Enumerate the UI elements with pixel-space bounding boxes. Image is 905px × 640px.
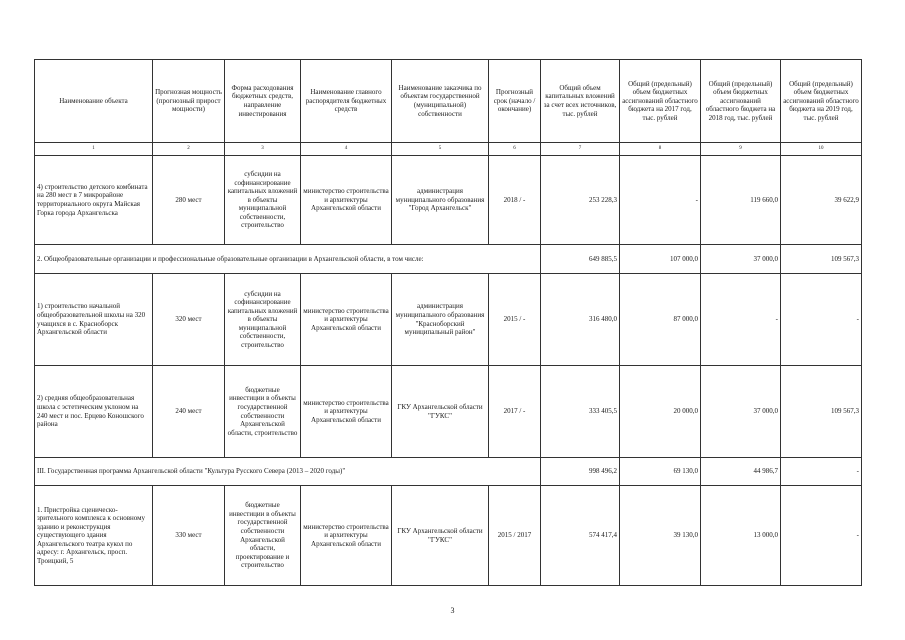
- customer: администрация муниципального образования "Красноборский муниципальный район": [392, 274, 489, 366]
- amount-2018: 13 000,0: [701, 486, 781, 586]
- section-title: III. Государственная программа Архангельской области "Культура Русского Севера (2013 – 2020 годы)": [35, 458, 541, 486]
- distributor: министерство строительства и архитектуры Архангельской области: [301, 366, 392, 458]
- amount-2019: -: [781, 486, 862, 586]
- investment-table: [34, 59, 862, 586]
- term: 2018 / -: [489, 156, 541, 245]
- term: 2015 / -: [489, 274, 541, 366]
- header-distributor: Наименование главного распорядителя бюджетных средств: [301, 60, 392, 143]
- column-number: 6: [489, 143, 541, 156]
- header-capacity: Прогнозная мощность (прогнозный прирост мощности): [153, 60, 225, 143]
- customer: ГКУ Архангельской области "ГУКС": [392, 486, 489, 586]
- amount-2017: -: [620, 156, 701, 245]
- page-number: 3: [450, 606, 455, 615]
- customer: администрация муниципального образования "Город Архангельск": [392, 156, 489, 245]
- column-number: 5: [392, 143, 489, 156]
- capacity: 320 мест: [153, 274, 225, 366]
- capacity: 280 мест: [153, 156, 225, 245]
- total-amount: 333 405,5: [541, 366, 620, 458]
- term: 2017 / -: [489, 366, 541, 458]
- column-number: 1: [35, 143, 153, 156]
- header-row: [35, 60, 862, 143]
- amount-2018: 119 660,0: [701, 156, 781, 245]
- amount-2017: 107 000,0: [620, 245, 701, 274]
- amount-2017: 20 000,0: [620, 366, 701, 458]
- column-number: 9: [701, 143, 781, 156]
- amount-2017: 69 130,0: [620, 458, 701, 486]
- amount-2019: 109 567,3: [781, 245, 862, 274]
- table-row: [35, 486, 862, 586]
- header-customer: Наименование заказчика по объектам государственной (муниципальной) собственности: [392, 60, 489, 143]
- amount-2017: 87 000,0: [620, 274, 701, 366]
- spending-form: бюджетные инвестиции в объекты государственной собственности Архангельской области, строительство: [225, 366, 301, 458]
- term: 2015 / 2017: [489, 486, 541, 586]
- spending-form: субсидии на софинансирование капитальных вложений в объекты муниципальной собственности, строительство: [225, 274, 301, 366]
- column-number-row: [35, 143, 862, 156]
- distributor: министерство строительства и архитектуры Архангельской области: [301, 156, 392, 245]
- total-amount: 316 480,0: [541, 274, 620, 366]
- distributor: министерство строительства и архитектуры Архангельской области: [301, 486, 392, 586]
- header-term: Прогнозный срок (начало / окончание): [489, 60, 541, 143]
- column-number: 10: [781, 143, 862, 156]
- header-2017: Общий (предельный) объем бюджетных ассигнований областного бюджета на 2017 год, тыс. рублей: [620, 60, 701, 143]
- amount-2018: 37 000,0: [701, 366, 781, 458]
- header-2019: Общий (предельный) объем бюджетных ассигнований областного бюджета на 2019 год, тыс. рублей: [781, 60, 862, 143]
- section-title: 2. Общеобразовательные организации и профессиональные образовательные организации в Архангельской области, в том числе:: [35, 245, 541, 274]
- table-row: [35, 366, 862, 458]
- amount-2019: 109 567,3: [781, 366, 862, 458]
- object-name: 4) строительство детского комбината на 280 мест в 7 микрорайоне территориального округа Майская Горка города Архангельска: [35, 156, 153, 245]
- capacity: 240 мест: [153, 366, 225, 458]
- amount-2019: 39 622,9: [781, 156, 862, 245]
- customer: ГКУ Архангельской области "ГУКС": [392, 366, 489, 458]
- amount-2018: -: [701, 274, 781, 366]
- table-row: [35, 274, 862, 366]
- column-number: 8: [620, 143, 701, 156]
- header-total: Общий объем капитальных вложений за счет всех источников, тыс. рублей: [541, 60, 620, 143]
- spending-form: бюджетные инвестиции в объекты государственной собственности Архангельской области, проектирование и строительство: [225, 486, 301, 586]
- amount-2019: -: [781, 458, 862, 486]
- header-2018: Общий (предельный) объем бюджетных ассигнований областного бюджета на 2018 год, тыс. рублей: [701, 60, 781, 143]
- spending-form: субсидии на софинансирование капитальных вложений в объекты муниципальной собственности, строительство: [225, 156, 301, 245]
- amount-2019: -: [781, 274, 862, 366]
- table-row: [35, 156, 862, 245]
- object-name: 2) средняя общеобразовательная школа с эстетическим уклоном на 240 мест и пос. Ерцево Коношского района: [35, 366, 153, 458]
- section-row: [35, 458, 862, 486]
- header-object-name: Наименование объекта: [35, 60, 153, 143]
- section-row: [35, 245, 862, 274]
- object-name: 1. Пристройка сценическо-зрительного комплекса к основному зданию и реконструкция существующего здания Архангельского театра кукол по адресу: г. Архангельск, просп. Троицкий, 5: [35, 486, 153, 586]
- total-amount: 574 417,4: [541, 486, 620, 586]
- total-amount: 998 496,2: [541, 458, 620, 486]
- object-name: 1) строительство начальной общеобразовательной школы на 320 учащихся в с. Красноборск Архангельской области: [35, 274, 153, 366]
- total-amount: 649 885,5: [541, 245, 620, 274]
- column-number: 4: [301, 143, 392, 156]
- column-number: 3: [225, 143, 301, 156]
- column-number: 2: [153, 143, 225, 156]
- amount-2017: 39 130,0: [620, 486, 701, 586]
- header-form: Форма расходования бюджетных средств, направление инвестирования: [225, 60, 301, 143]
- amount-2018: 44 986,7: [701, 458, 781, 486]
- total-amount: 253 228,3: [541, 156, 620, 245]
- distributor: министерство строительства и архитектуры Архангельской области: [301, 274, 392, 366]
- capacity: 330 мест: [153, 486, 225, 586]
- column-number: 7: [541, 143, 620, 156]
- amount-2018: 37 000,0: [701, 245, 781, 274]
